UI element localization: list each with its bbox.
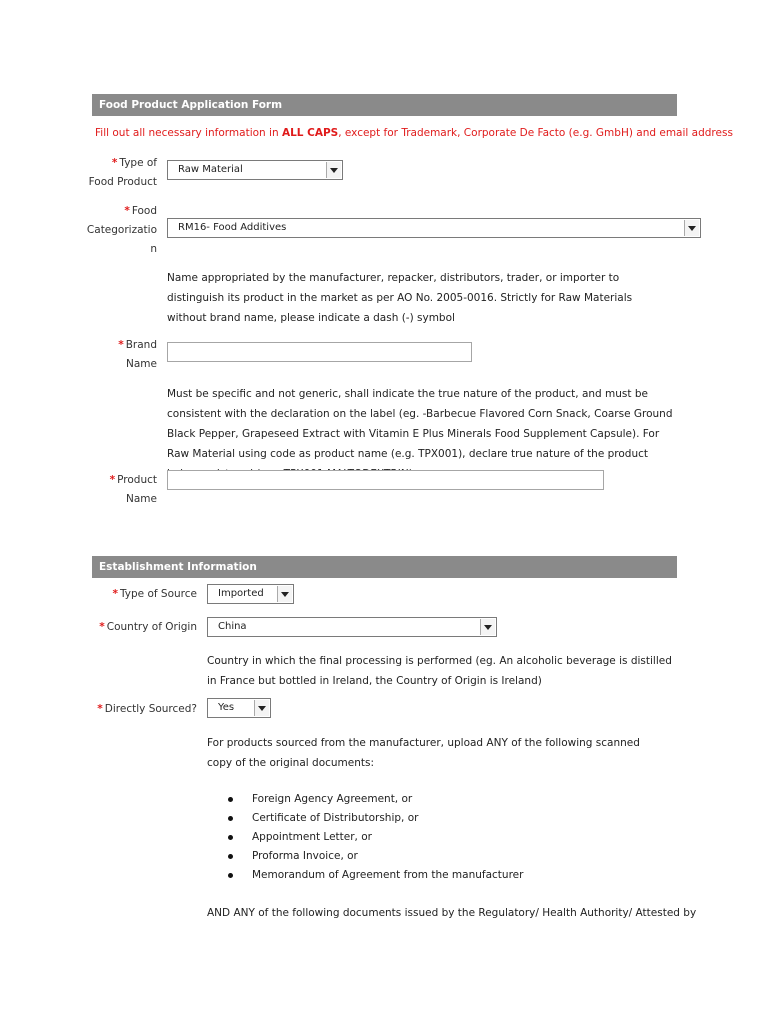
list-item: Memorandum of Agreement from the manufacturer xyxy=(228,866,523,885)
label-line: Food Product xyxy=(88,176,157,188)
required-star: * xyxy=(118,339,124,351)
authority-documents-text: AND ANY of the following documents issued by the Regulatory/ Health Authority/ Attested by xyxy=(207,907,697,919)
type-of-food-product-label xyxy=(60,154,157,192)
directly-sourced-help-text: For products sourced from the manufacturer, upload ANY of the following scanned copy of the original documents: xyxy=(207,737,640,769)
list-item: Certificate of Distributorship, or xyxy=(228,809,523,828)
required-star: * xyxy=(124,205,130,217)
notice-all-caps: ALL CAPS xyxy=(281,127,339,139)
list-item: Appointment Letter, or xyxy=(228,828,523,847)
country-of-origin-select[interactable] xyxy=(207,617,497,637)
food-categorization-label xyxy=(60,202,157,259)
label-line: Product xyxy=(117,474,157,486)
required-documents-list xyxy=(228,790,523,885)
label-text: Directly Sourced? xyxy=(104,703,197,715)
type-of-source-select[interactable] xyxy=(207,584,294,604)
label-line: Type of xyxy=(119,157,157,169)
all-caps-notice xyxy=(95,127,733,139)
required-star: * xyxy=(112,588,119,600)
product-name-help-text: Must be specific and not generic, shall indicate the true nature of the product, and must be consistent with the declaration on the label (eg. -Barbecue Flavored Corn Snack, Coarse Ground Black Pepper, Grapeseed Extract with Vitamin E Plus Minerals Food Supplement Capsule). For Raw Material using code as product name (e.g. TPX001), declare true nature of the product xyxy=(167,388,673,460)
label-line: Name xyxy=(126,358,157,370)
label-line: Brand xyxy=(125,339,157,351)
label-line: n xyxy=(150,243,157,255)
required-star: * xyxy=(111,157,118,169)
brand-name-input[interactable] xyxy=(167,342,472,362)
product-name-input[interactable] xyxy=(167,470,604,490)
country-of-origin-label xyxy=(60,618,197,637)
list-item: Proforma Invoice, or xyxy=(228,847,523,866)
chevron-down-icon[interactable] xyxy=(254,700,269,716)
chevron-down-icon[interactable] xyxy=(326,162,341,178)
chevron-down-icon[interactable] xyxy=(277,586,292,602)
required-star: * xyxy=(109,474,116,486)
directly-sourced-label xyxy=(60,700,197,719)
notice-text-start: Fill out all necessary information in xyxy=(95,127,282,139)
label-text: Country of Origin xyxy=(106,621,197,633)
label-line: Name xyxy=(126,493,157,505)
directly-sourced-select[interactable] xyxy=(207,698,271,718)
chevron-down-icon[interactable] xyxy=(684,220,699,236)
notice-text-end: , except for Trademark, Corporate De Facto (e.g. GmbH) and email address xyxy=(338,127,733,139)
required-star: * xyxy=(99,621,105,633)
food-product-section-header: Food Product Application Form xyxy=(92,94,677,116)
required-star: * xyxy=(97,703,103,715)
chevron-down-icon[interactable] xyxy=(480,619,495,635)
brand-name-help-text: Name appropriated by the manufacturer, repacker, distributors, trader, or importer to distinguish its product in the market as per AO No. 2005-0016. Strictly for Raw Materials without brand name, please indicate a dash (-) symbol xyxy=(167,272,633,324)
type-of-source-label xyxy=(60,585,197,604)
brand-name-label xyxy=(60,336,157,374)
country-of-origin-help-text: Country in which the final processing is performed (eg. An alcoholic beverage is distilled in France but bottled in Ireland, the Country of Origin is Ireland) xyxy=(207,655,672,687)
food-categorization-select[interactable] xyxy=(167,218,701,238)
product-name-label xyxy=(60,471,157,509)
list-item: Foreign Agency Agreement, or xyxy=(228,790,523,809)
selected-value: Yes xyxy=(218,702,235,713)
selected-value: Raw Material xyxy=(178,164,243,175)
label-line: Categorizatio xyxy=(86,224,157,236)
selected-value: China xyxy=(218,621,247,632)
selected-value: RM16- Food Additives xyxy=(178,222,287,233)
label-text: Type of Source xyxy=(120,588,197,600)
type-of-food-product-select[interactable] xyxy=(167,160,343,180)
label-line: Food xyxy=(131,205,157,217)
establishment-section-header: Establishment Information xyxy=(92,556,677,578)
selected-value: Imported xyxy=(218,588,264,599)
